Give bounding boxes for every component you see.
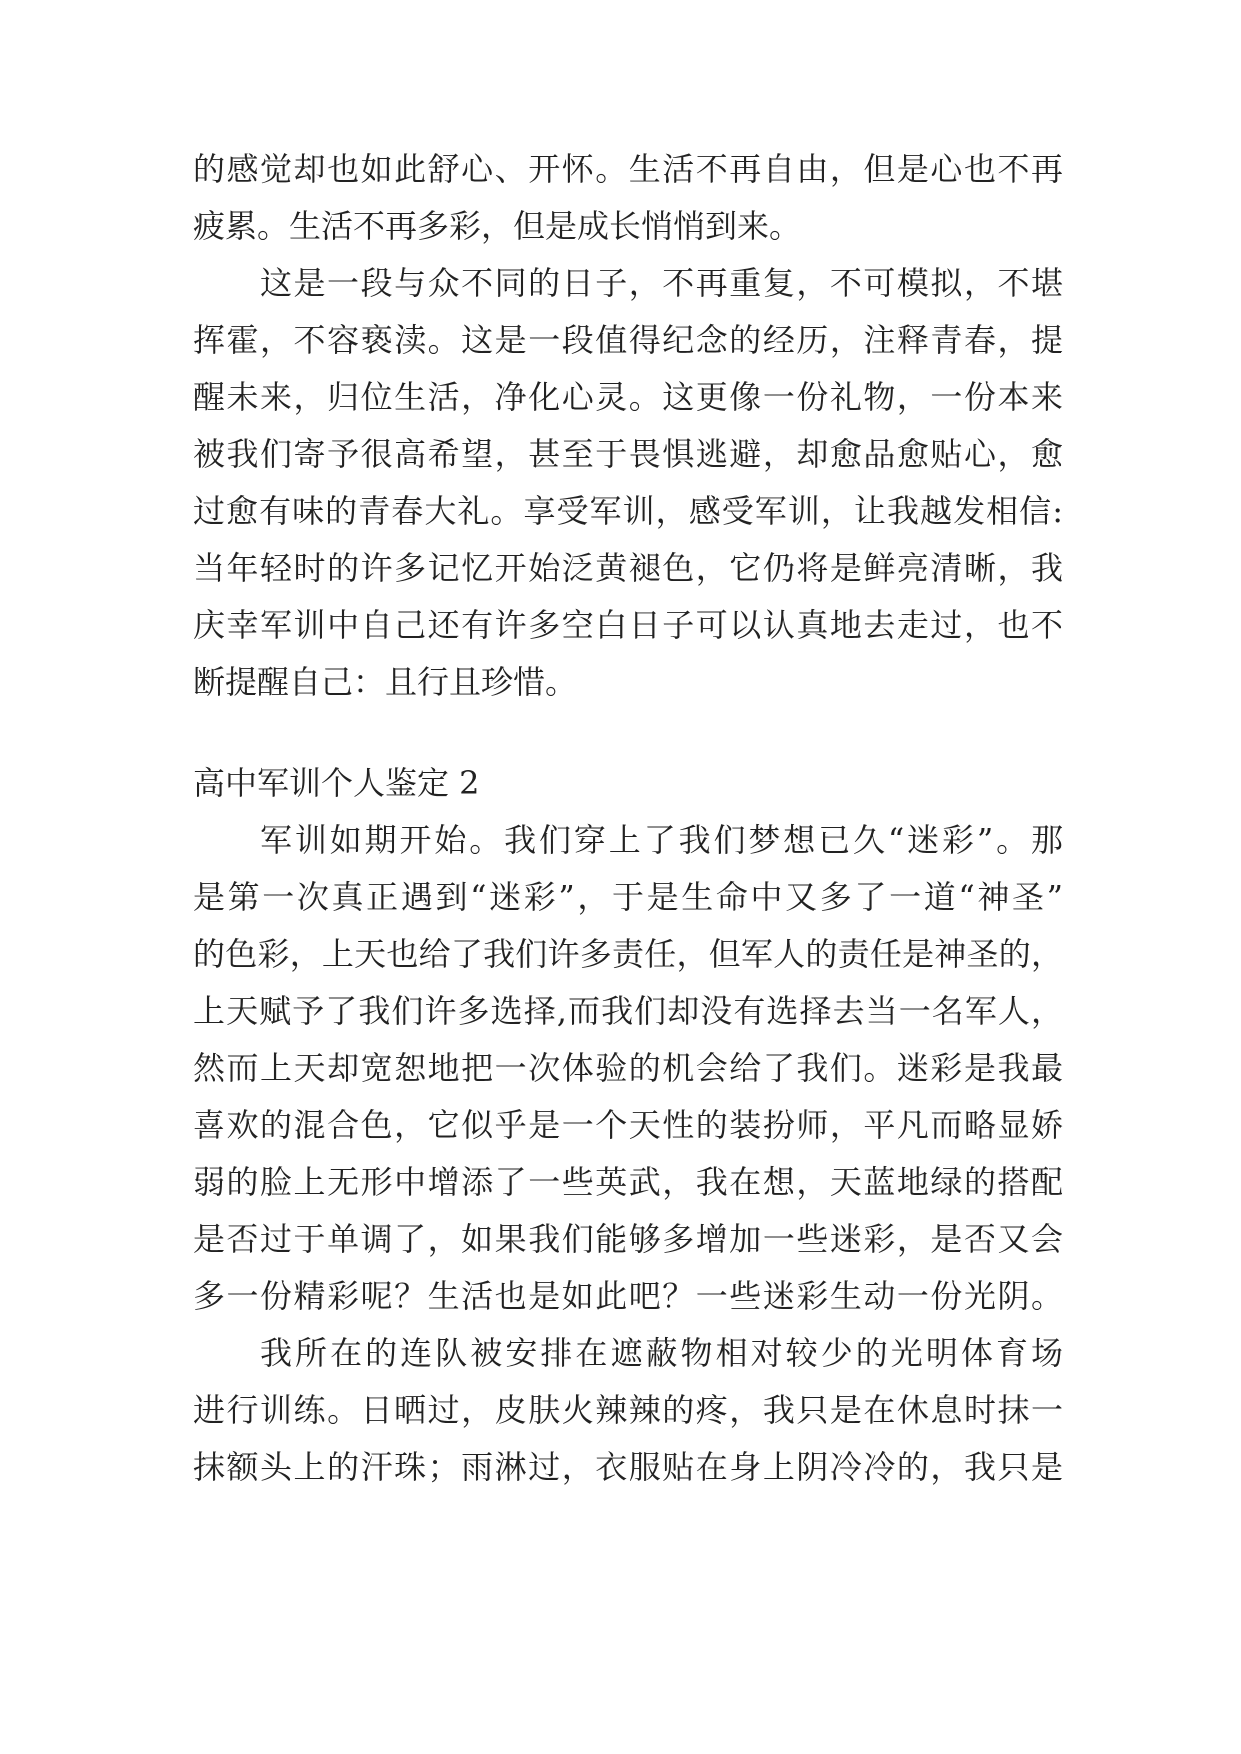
paragraph-3-line-1: 军训如期开始。我们穿上了我们梦想已久“迷彩”。那: [260, 821, 1063, 859]
paragraph-1-line-2: 疲累。生活不再多彩，但是成长悄悄到来。: [193, 207, 802, 245]
paragraph-2-line-2: 挥霍，不容亵渎。这是一段值得纪念的经历，注释青春，提: [193, 321, 1063, 359]
paragraph-2-line-6: 当年轻时的许多记忆开始泛黄褪色，它仍将是鲜亮清晰，我: [193, 549, 1063, 587]
paragraph-1-line-1: 的感觉却也如此舒心、开怀。生活不再自由，但是心也不再: [193, 150, 1063, 188]
paragraph-4-line-2: 进行训练。日晒过，皮肤火辣辣的疼，我只是在休息时抹一: [193, 1391, 1063, 1429]
paragraph-3-line-6: 喜欢的混合色，它似乎是一个天性的装扮师，平凡而略显娇: [193, 1106, 1063, 1144]
paragraph-2-line-3: 醒未来，归位生活，净化心灵。这更像一份礼物，一份本来: [193, 378, 1063, 416]
paragraph-4-line-3: 抹额头上的汗珠；雨淋过，衣服贴在身上阴冷冷的，我只是: [193, 1448, 1063, 1486]
paragraph-3-line-7: 弱的脸上无形中增添了一些英武，我在想，天蓝地绿的搭配: [193, 1163, 1063, 1201]
section-heading: 高中军训个人鉴定 2: [193, 764, 480, 802]
paragraph-2-line-8: 断提醒自己：且行且珍惜。: [193, 663, 578, 701]
paragraph-3-line-3: 的色彩，上天也给了我们许多责任，但军人的责任是神圣的，: [193, 935, 1063, 973]
paragraph-2-line-4: 被我们寄予很高希望，甚至于畏惧逃避，却愈品愈贴心，愈: [193, 435, 1063, 473]
paragraph-3-line-8: 是否过于单调了，如果我们能够多增加一些迷彩，是否又会: [193, 1220, 1063, 1258]
paragraph-3-line-9: 多一份精彩呢？生活也是如此吧？一些迷彩生动一份光阴。: [193, 1277, 1063, 1315]
paragraph-3-line-5: 然而上天却宽恕地把一次体验的机会给了我们。迷彩是我最: [193, 1049, 1063, 1087]
paragraph-2-line-7: 庆幸军训中自己还有许多空白日子可以认真地去走过，也不: [193, 606, 1063, 644]
paragraph-4-line-1: 我所在的连队被安排在遮蔽物相对较少的光明体育场: [260, 1334, 1063, 1372]
paragraph-3-line-2: 是第一次真正遇到“迷彩”，于是生命中又多了一道“神圣”: [193, 878, 1063, 916]
paragraph-3-line-4: 上天赋予了我们许多选择,而我们却没有选择去当一名军人，: [193, 992, 1063, 1030]
paragraph-2-line-5: 过愈有味的青春大礼。享受军训，感受军训，让我越发相信:: [193, 492, 1063, 530]
paragraph-2-line-1: 这是一段与众不同的日子，不再重复，不可模拟，不堪: [260, 264, 1063, 302]
